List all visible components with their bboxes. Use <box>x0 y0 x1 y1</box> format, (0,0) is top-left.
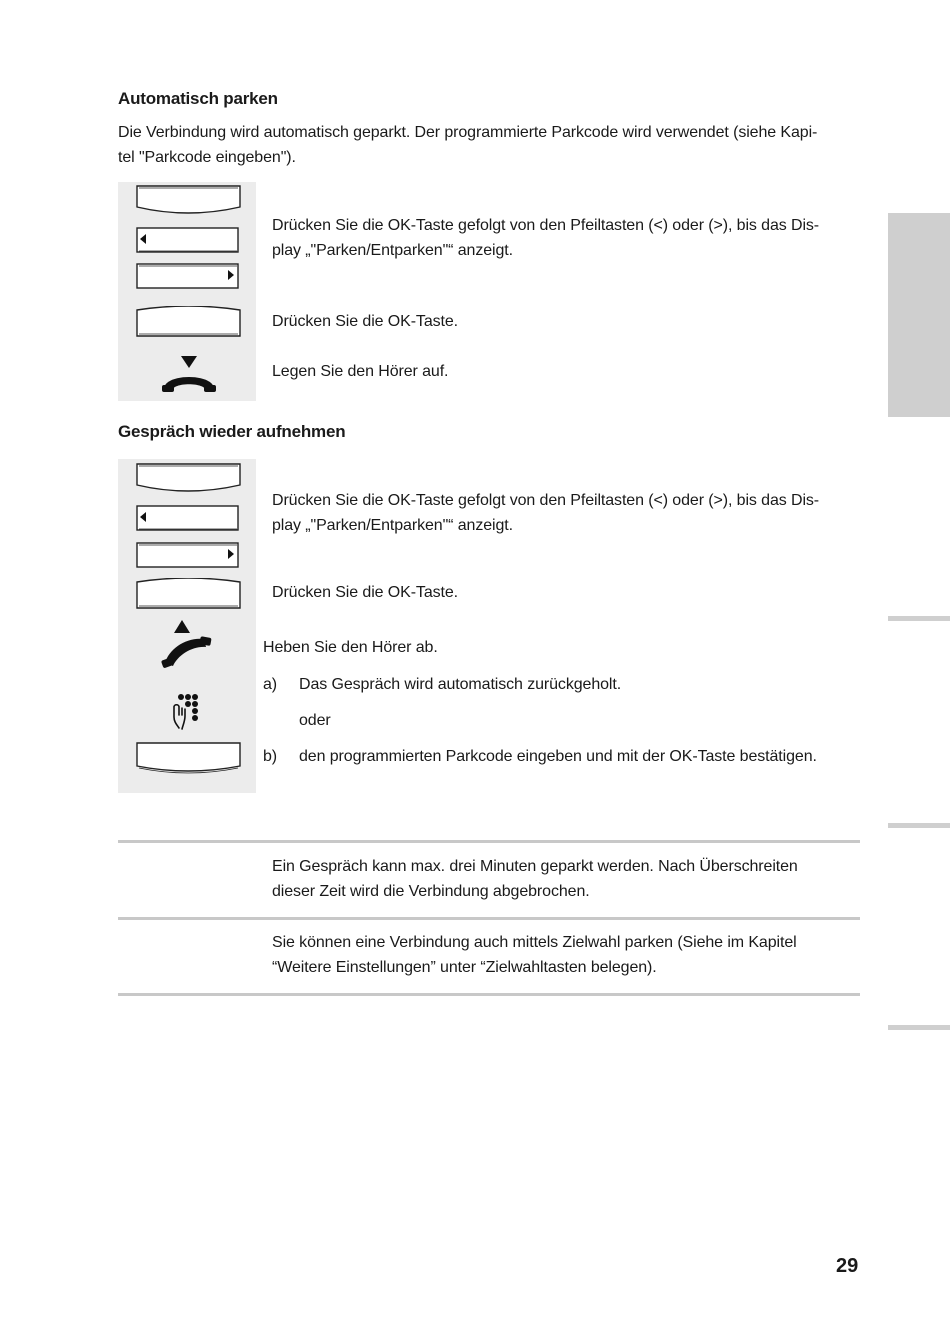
ok-key-icon <box>136 463 240 493</box>
note-text: “Weitere Einstellungen” unter “Zielwahltasten belegen). <box>272 959 657 976</box>
page-number: 29 <box>836 1255 859 1277</box>
list-marker: a) <box>263 676 278 693</box>
right-arrow-key-icon <box>136 542 240 568</box>
section-intro-line: Die Verbindung wird automatisch geparkt. Der programmierte Parkcode wird verwendet (siehe Kapi- <box>118 124 818 141</box>
section-heading-automatic-park: Automatisch parken <box>118 89 278 108</box>
note-text: dieser Zeit wird die Verbindung abgebrochen. <box>272 883 590 900</box>
hang-up-icon <box>160 355 218 400</box>
keypad-dial-icon <box>170 693 204 736</box>
right-arrow-key-icon <box>136 263 240 289</box>
step-text: Drücken Sie die OK-Taste gefolgt von den Pfeiltasten (<) oder (>), bis das Dis- <box>272 217 820 234</box>
step-text: play „"Parken/Entparken"“ anzeigt. <box>272 242 513 259</box>
divider <box>118 917 860 920</box>
left-arrow-key-icon <box>136 227 240 253</box>
step-text: Drücken Sie die OK-Taste. <box>272 313 459 330</box>
step-text: Heben Sie den Hörer ab. <box>263 639 438 656</box>
step-text: play „"Parken/Entparken"“ anzeigt. <box>272 517 513 534</box>
or-text: oder <box>299 712 331 729</box>
chapter-tab-marker <box>888 823 950 828</box>
section-heading-resume-call: Gespräch wieder aufnehmen <box>118 422 346 441</box>
ok-key-icon <box>136 306 240 338</box>
list-marker: b) <box>263 748 278 765</box>
step-text: Legen Sie den Hörer auf. <box>272 363 449 380</box>
divider <box>118 840 860 843</box>
section-intro-line: tel "Parkcode eingeben"). <box>118 149 296 166</box>
lift-handset-icon <box>160 619 216 676</box>
option-text: Das Gespräch wird automatisch zurückgeholt. <box>299 676 622 693</box>
left-arrow-key-icon <box>136 505 240 531</box>
divider <box>118 993 860 996</box>
note-text: Sie können eine Verbindung auch mittels Zielwahl parken (Siehe im Kapitel <box>272 934 797 951</box>
chapter-tab-marker <box>888 616 950 621</box>
step-text: Drücken Sie die OK-Taste gefolgt von den Pfeiltasten (<) oder (>), bis das Dis- <box>272 492 820 509</box>
note-text: Ein Gespräch kann max. drei Minuten geparkt werden. Nach Überschreiten <box>272 858 798 875</box>
chapter-tab-marker <box>888 1025 950 1030</box>
ok-key-icon <box>136 742 240 774</box>
step-text: Drücken Sie die OK-Taste. <box>272 584 459 601</box>
chapter-tab <box>888 213 950 417</box>
ok-key-icon <box>136 578 240 610</box>
option-text: den programmierten Parkcode eingeben und mit der OK-Taste bestätigen. <box>299 748 817 765</box>
ok-key-icon <box>136 185 240 215</box>
